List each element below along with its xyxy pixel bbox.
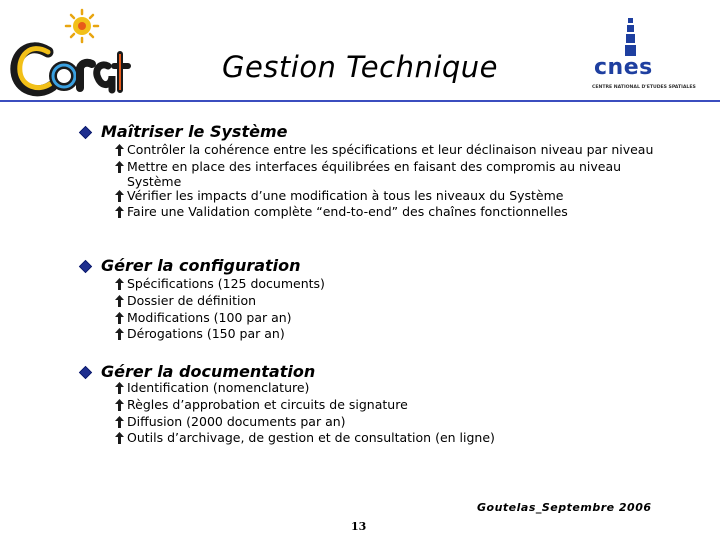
list-item: Spécifications (125 documents) — [114, 276, 325, 293]
diamond-bullet-icon — [79, 260, 92, 273]
list-item: Mettre en place des interfaces équilibrées en faisant des compromis au niveau Système — [114, 159, 653, 188]
arrow-bullet-icon — [114, 414, 125, 430]
page-number: 13 — [351, 520, 367, 533]
section-heading: Maîtriser le Système — [101, 122, 288, 141]
list-item: Vérifier les impacts d’une modification à tous les niveaux du Système — [114, 188, 653, 205]
item-list — [114, 276, 325, 343]
item-list — [114, 142, 653, 221]
svg-text:CENTRE NATIONAL D'ETUDES SPATI: CENTRE NATIONAL D'ETUDES SPATIALES — [592, 85, 696, 90]
arrow-bullet-icon — [114, 380, 125, 396]
list-item: Modifications (100 par an) — [114, 310, 325, 327]
arrow-bullet-icon — [114, 276, 125, 292]
arrow-bullet-icon — [114, 326, 125, 342]
section-heading: Gérer la documentation — [101, 362, 316, 381]
section-heading: Gérer la configuration — [101, 256, 301, 275]
diamond-bullet-icon — [79, 126, 92, 139]
diamond-bullet-icon — [79, 366, 92, 379]
sun-icon — [66, 10, 98, 42]
arrow-bullet-icon — [114, 142, 125, 158]
arrow-bullet-icon — [114, 188, 125, 204]
arrow-bullet-icon — [114, 293, 125, 309]
arrow-bullet-icon — [114, 204, 125, 220]
list-item: Faire une Validation complète “end-to-end” des chaînes fonctionnelles — [114, 204, 653, 221]
arrow-bullet-icon — [114, 159, 125, 175]
list-item: Diffusion (2000 documents par an) — [114, 414, 495, 431]
svg-text:Coraf: Coraf — [10, 14, 13, 15]
list-item: Identification (nomenclature) — [114, 380, 495, 397]
svg-text:cnes: cnes — [594, 55, 653, 80]
item-list — [114, 380, 495, 447]
arrow-bullet-icon — [114, 430, 125, 446]
footer-text: Goutelas_Septembre 2006 — [477, 501, 652, 514]
title-divider — [0, 100, 720, 102]
arrow-bullet-icon — [114, 310, 125, 326]
list-item: Contrôler la cohérence entre les spécifications et leur déclinaison niveau par niveau — [114, 142, 653, 159]
list-item: Dossier de définition — [114, 293, 325, 310]
arrow-bullet-icon — [114, 397, 125, 413]
list-item: Règles d’approbation et circuits de signature — [114, 397, 495, 414]
page-title: Gestion Technique — [221, 50, 499, 84]
list-item: Dérogations (150 par an) — [114, 326, 325, 343]
list-item: Outils d’archivage, de gestion et de consultation (en ligne) — [114, 430, 495, 447]
